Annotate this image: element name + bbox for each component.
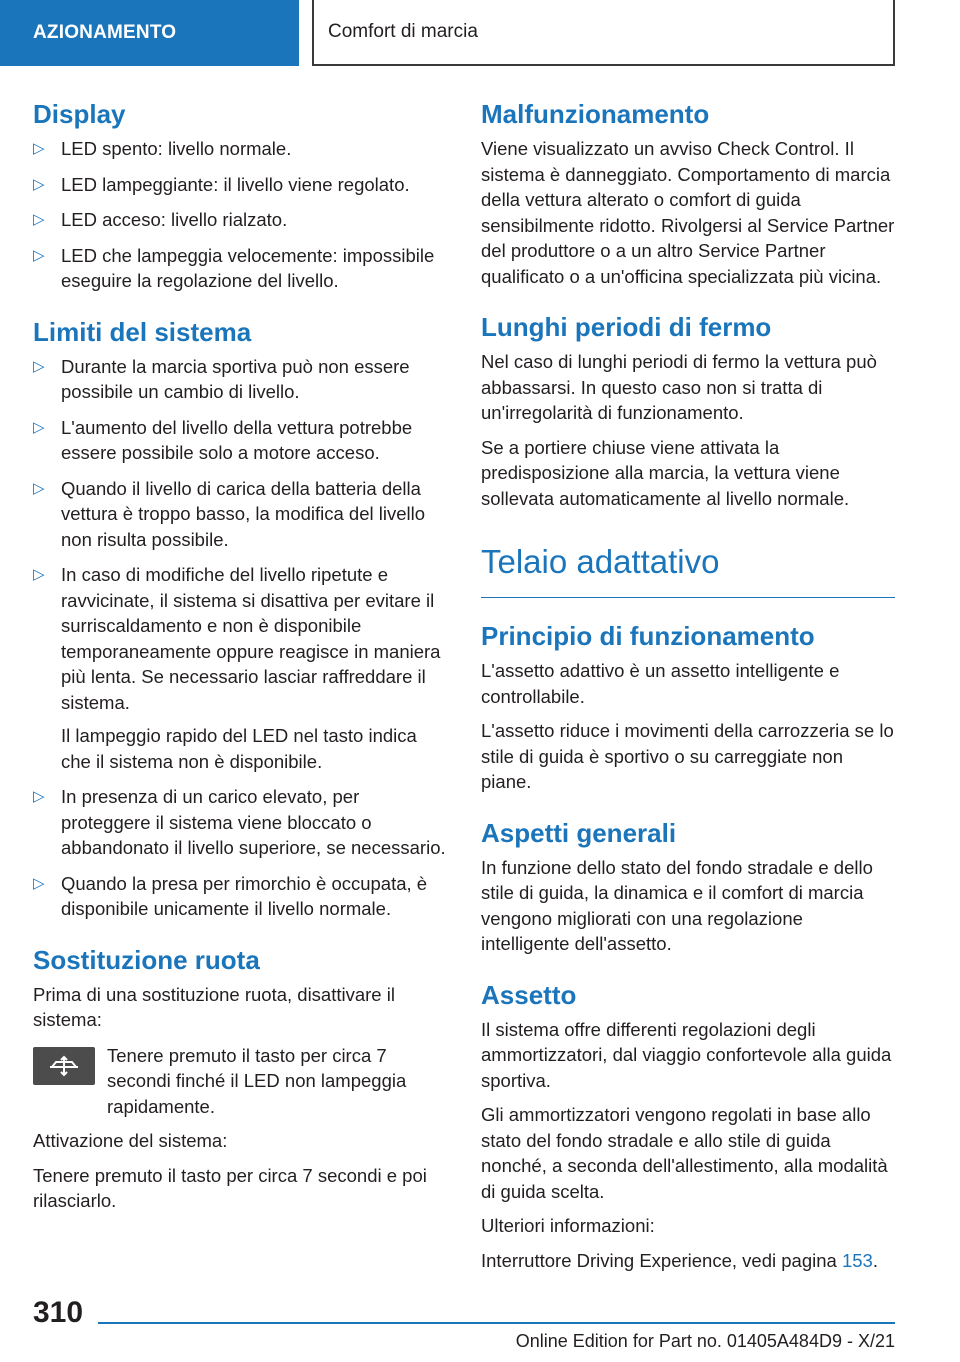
list-item: ▷ Quando la presa per rimorchio è occupata, è disponibile unicamente il livello normale. [33,872,428,919]
list-item: ▷ L'aumento del livello della vettura potrebbe essere possibile solo a motore acceso. [33,416,413,463]
list-item: ▷ Quando il livello di carica della batteria della vettura è troppo basso, la modifica del livello non risulta possibile. [33,477,426,550]
wheel-heading: Sostituzione ruota [33,944,260,975]
parking-text-1: Nel caso di lunghi periodi di fermo la vettura può abbassarsi. In questo caso non si tratta di un'irregolarità di funzionamento. [481,351,877,423]
wheel-intro: Prima di una sostituzione ruota, disattivare il sistema: [33,983,395,1030]
triangle-bullet-icon: ▷ [33,211,45,228]
footer-edition: Online Edition for Part no. 01405A484D9 - X/21 [515,1331,895,1351]
setup-text-2: Gli ammortizzatori vengono regolati in base allo stato del fondo stradale e allo stile di guida nonché, a seconda dell'allestimento, alla modalità di guida scelta. [481,1104,888,1202]
general-text: In funzione dello stato del fondo stradale e dello stile di guida, la dinamica e il comfort di marcia vengono migliorati con una regolazione intelligente dell'assetto. [481,856,873,954]
limits-list [33,354,447,922]
list-item: ▷ LED acceso: livello rialzato. [33,207,447,233]
triangle-bullet-icon: ▷ [33,874,45,892]
more-info-label: Ulteriori informazioni: [481,1215,655,1236]
display-heading: Display [33,99,126,129]
general-heading: Aspetti generali [481,817,677,848]
header-chapter-label: Comfort di marcia [328,21,478,42]
triangle-bullet-icon: ▷ [33,246,45,264]
list-item-note: Il lampeggio rapido del LED nel tasto indica che il sistema non è disponibile. [61,725,417,772]
page-link[interactable]: 153 [841,1249,873,1271]
triangle-bullet-icon: ▷ [33,788,45,805]
list-item: ▷ LED spento: livello normale. [33,136,447,162]
header-section-label: AZIONAMENTO [33,22,177,43]
triangle-bullet-icon: ▷ [33,175,45,193]
activation-label: Attivazione del sistema: [33,1130,228,1151]
triangle-bullet-icon: ▷ [33,418,45,436]
cross-reference: Interruttore Driving Experience, vedi pagina 153. [481,1249,878,1271]
right-column [481,98,895,1282]
triangle-bullet-icon: ▷ [33,479,45,497]
header-chapter-box [312,0,895,66]
adaptive-chassis-heading: Telaio adattativo [481,541,895,598]
limits-heading: Limiti del sistema [33,316,252,347]
footer-divider [98,1322,895,1324]
triangle-bullet-icon: ▷ [33,140,45,157]
triangle-bullet-icon: ▷ [33,566,45,583]
setup-heading: Assetto [481,979,577,1010]
setup-text-1: Il sistema offre differenti regolazioni degli ammortizzatori, dal viaggio confortevole alla guida sportiva. [481,1018,892,1091]
malfunction-text: Viene visualizzato un avviso Check Control. Il sistema è danneggiato. Comportamento di marcia della vettura alterato o comfort di guida sensibilmente ridotto. Rivolgersi al Service Partner del produttore o a un altro Service Partner qualificato o a un'officina specializzata più vicina. [481,138,895,287]
list-item: ▷ In caso di modifiche del livello ripetute e ravvicinate, il sistema si disattiva per evitare il surriscaldamento e non è disponibile temporaneamente oppure reagisce in maniera più lenta. Se necessario lasciar raffreddare il sistema. Il lampeggio rapido del LED nel tasto indica che il sistema non è disponibile. [33,562,447,774]
header-section-tab [0,0,299,66]
display-list [33,136,447,294]
principle-text-2: L'assetto riduce i movimenti della carrozzeria se lo stile di guida è sportivo o su carreggiate non piane. [481,720,894,792]
list-item: ▷ LED che lampeggia velocemente: impossibile eseguire la regolazione del livello. [33,244,435,291]
malfunction-heading: Malfunzionamento [481,99,710,129]
triangle-bullet-icon: ▷ [33,357,45,375]
list-item: ▷ Durante la marcia sportiva può non essere possibile un cambio di livello. [33,355,410,402]
key-instruction-text: Tenere premuto il tasto per circa 7 secondi finché il LED non lampeggia rapidamente. [107,1044,407,1117]
principle-text-1: L'assetto adattivo è un assetto intelligente e controllabile. [481,660,840,707]
key-instruction [33,1043,447,1120]
activation-text: Tenere premuto il tasto per circa 7 secondi e poi rilasciarlo. [33,1164,427,1211]
list-item: ▷ LED lampeggiante: il livello viene regolato. [33,172,447,198]
parking-heading: Lunghi periodi di fermo [481,312,772,342]
vehicle-level-key-icon [33,1047,95,1085]
parking-text-2: Se a portiere chiuse viene attivata la predisposizione alla marcia, la vettura viene sollevata automaticamente al livello normale. [481,436,850,509]
list-item: ▷ In presenza di un carico elevato, per proteggere il sistema viene bloccato o abbandonato il livello superiore, se necessario. [33,786,446,858]
left-column [33,98,447,1223]
principle-heading: Principio di funzionamento [481,621,815,651]
page-number: 310 [33,1296,84,1329]
